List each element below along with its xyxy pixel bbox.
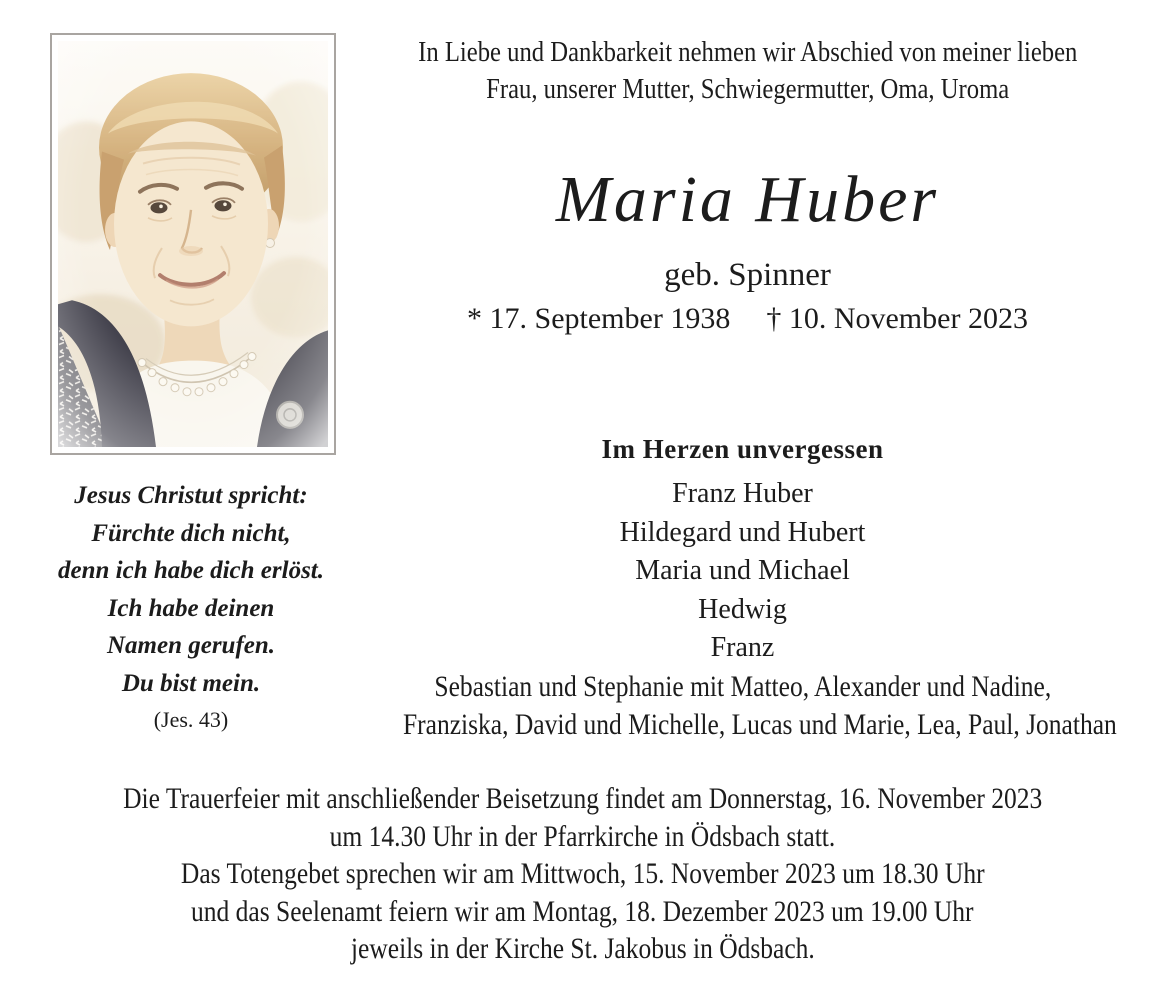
mourner-name: Hedwig	[698, 593, 787, 625]
quote-source: (Jes. 43)	[153, 707, 229, 732]
mourners-heading: Im Herzen unvergessen	[601, 434, 884, 464]
deceased-name: Maria Huber	[555, 163, 940, 236]
mourner-name: Franz Huber	[672, 478, 813, 509]
funeral-info-text: Das Totengebet sprechen wir am Mittwoch, 15. November 2023 um 18.30 Uhr	[180, 857, 985, 891]
funeral-info-line	[0, 855, 1165, 893]
scripture-quote	[38, 477, 344, 735]
mourner-name-text: Sebastian und Stephanie mit Matteo, Alexander und Nadine,	[434, 669, 1051, 703]
mourner-name	[340, 706, 1145, 745]
funeral-info	[0, 780, 1165, 968]
funeral-info-text: um 14.30 Uhr in der Pfarrkirche in Ödsbach statt.	[329, 819, 836, 853]
funeral-info-line	[0, 893, 1165, 931]
intro-text	[350, 34, 1145, 108]
mourner-name-text: Franziska, David und Michelle, Lucas und Marie, Lea, Paul, Jonathan	[402, 708, 1117, 741]
portrait-photo	[50, 33, 336, 455]
mourner-name: Franz	[710, 632, 775, 663]
death-date: † 10. November 2023	[766, 302, 1028, 335]
portrait-illustration	[58, 41, 328, 447]
mourner-name: Hildegard und Hubert	[619, 516, 866, 548]
funeral-info-line	[0, 818, 1165, 856]
mourner-name	[340, 668, 1145, 707]
life-dates	[350, 301, 1145, 337]
quote-line: Jesus Christut spricht:	[74, 482, 308, 509]
funeral-info-text: und das Seelenamt feiern wir am Montag, 18. Dezember 2023 um 19.00 Uhr	[191, 894, 974, 928]
mourner-name: Maria und Michael	[635, 555, 850, 586]
funeral-info-text: jeweils in der Kirche St. Jakobus in Ödsbach.	[350, 932, 815, 966]
birth-date: * 17. September 1938	[467, 302, 731, 335]
maiden-name: geb. Spinner	[664, 257, 831, 293]
quote-line: Namen gerufen.	[106, 632, 276, 659]
mourners-section	[340, 434, 1145, 745]
quote-line: denn ich habe dich erlöst.	[58, 557, 324, 584]
intro-line-1: In Liebe und Dankbarkeit nehmen wir Abschied von meiner lieben	[417, 36, 1078, 68]
funeral-info-text: Die Trauerfeier mit anschließender Beisetzung findet am Donnerstag, 16. November 2023	[122, 782, 1043, 815]
funeral-info-line	[0, 930, 1165, 968]
quote-line: Fürchte dich nicht,	[91, 519, 291, 547]
intro-line-2: Frau, unserer Mutter, Schwiegermutter, Oma, Uroma	[485, 73, 1010, 105]
quote-line: Ich habe deinen	[107, 594, 275, 622]
funeral-info-line	[0, 780, 1165, 818]
quote-line: Du bist mein.	[121, 669, 261, 697]
